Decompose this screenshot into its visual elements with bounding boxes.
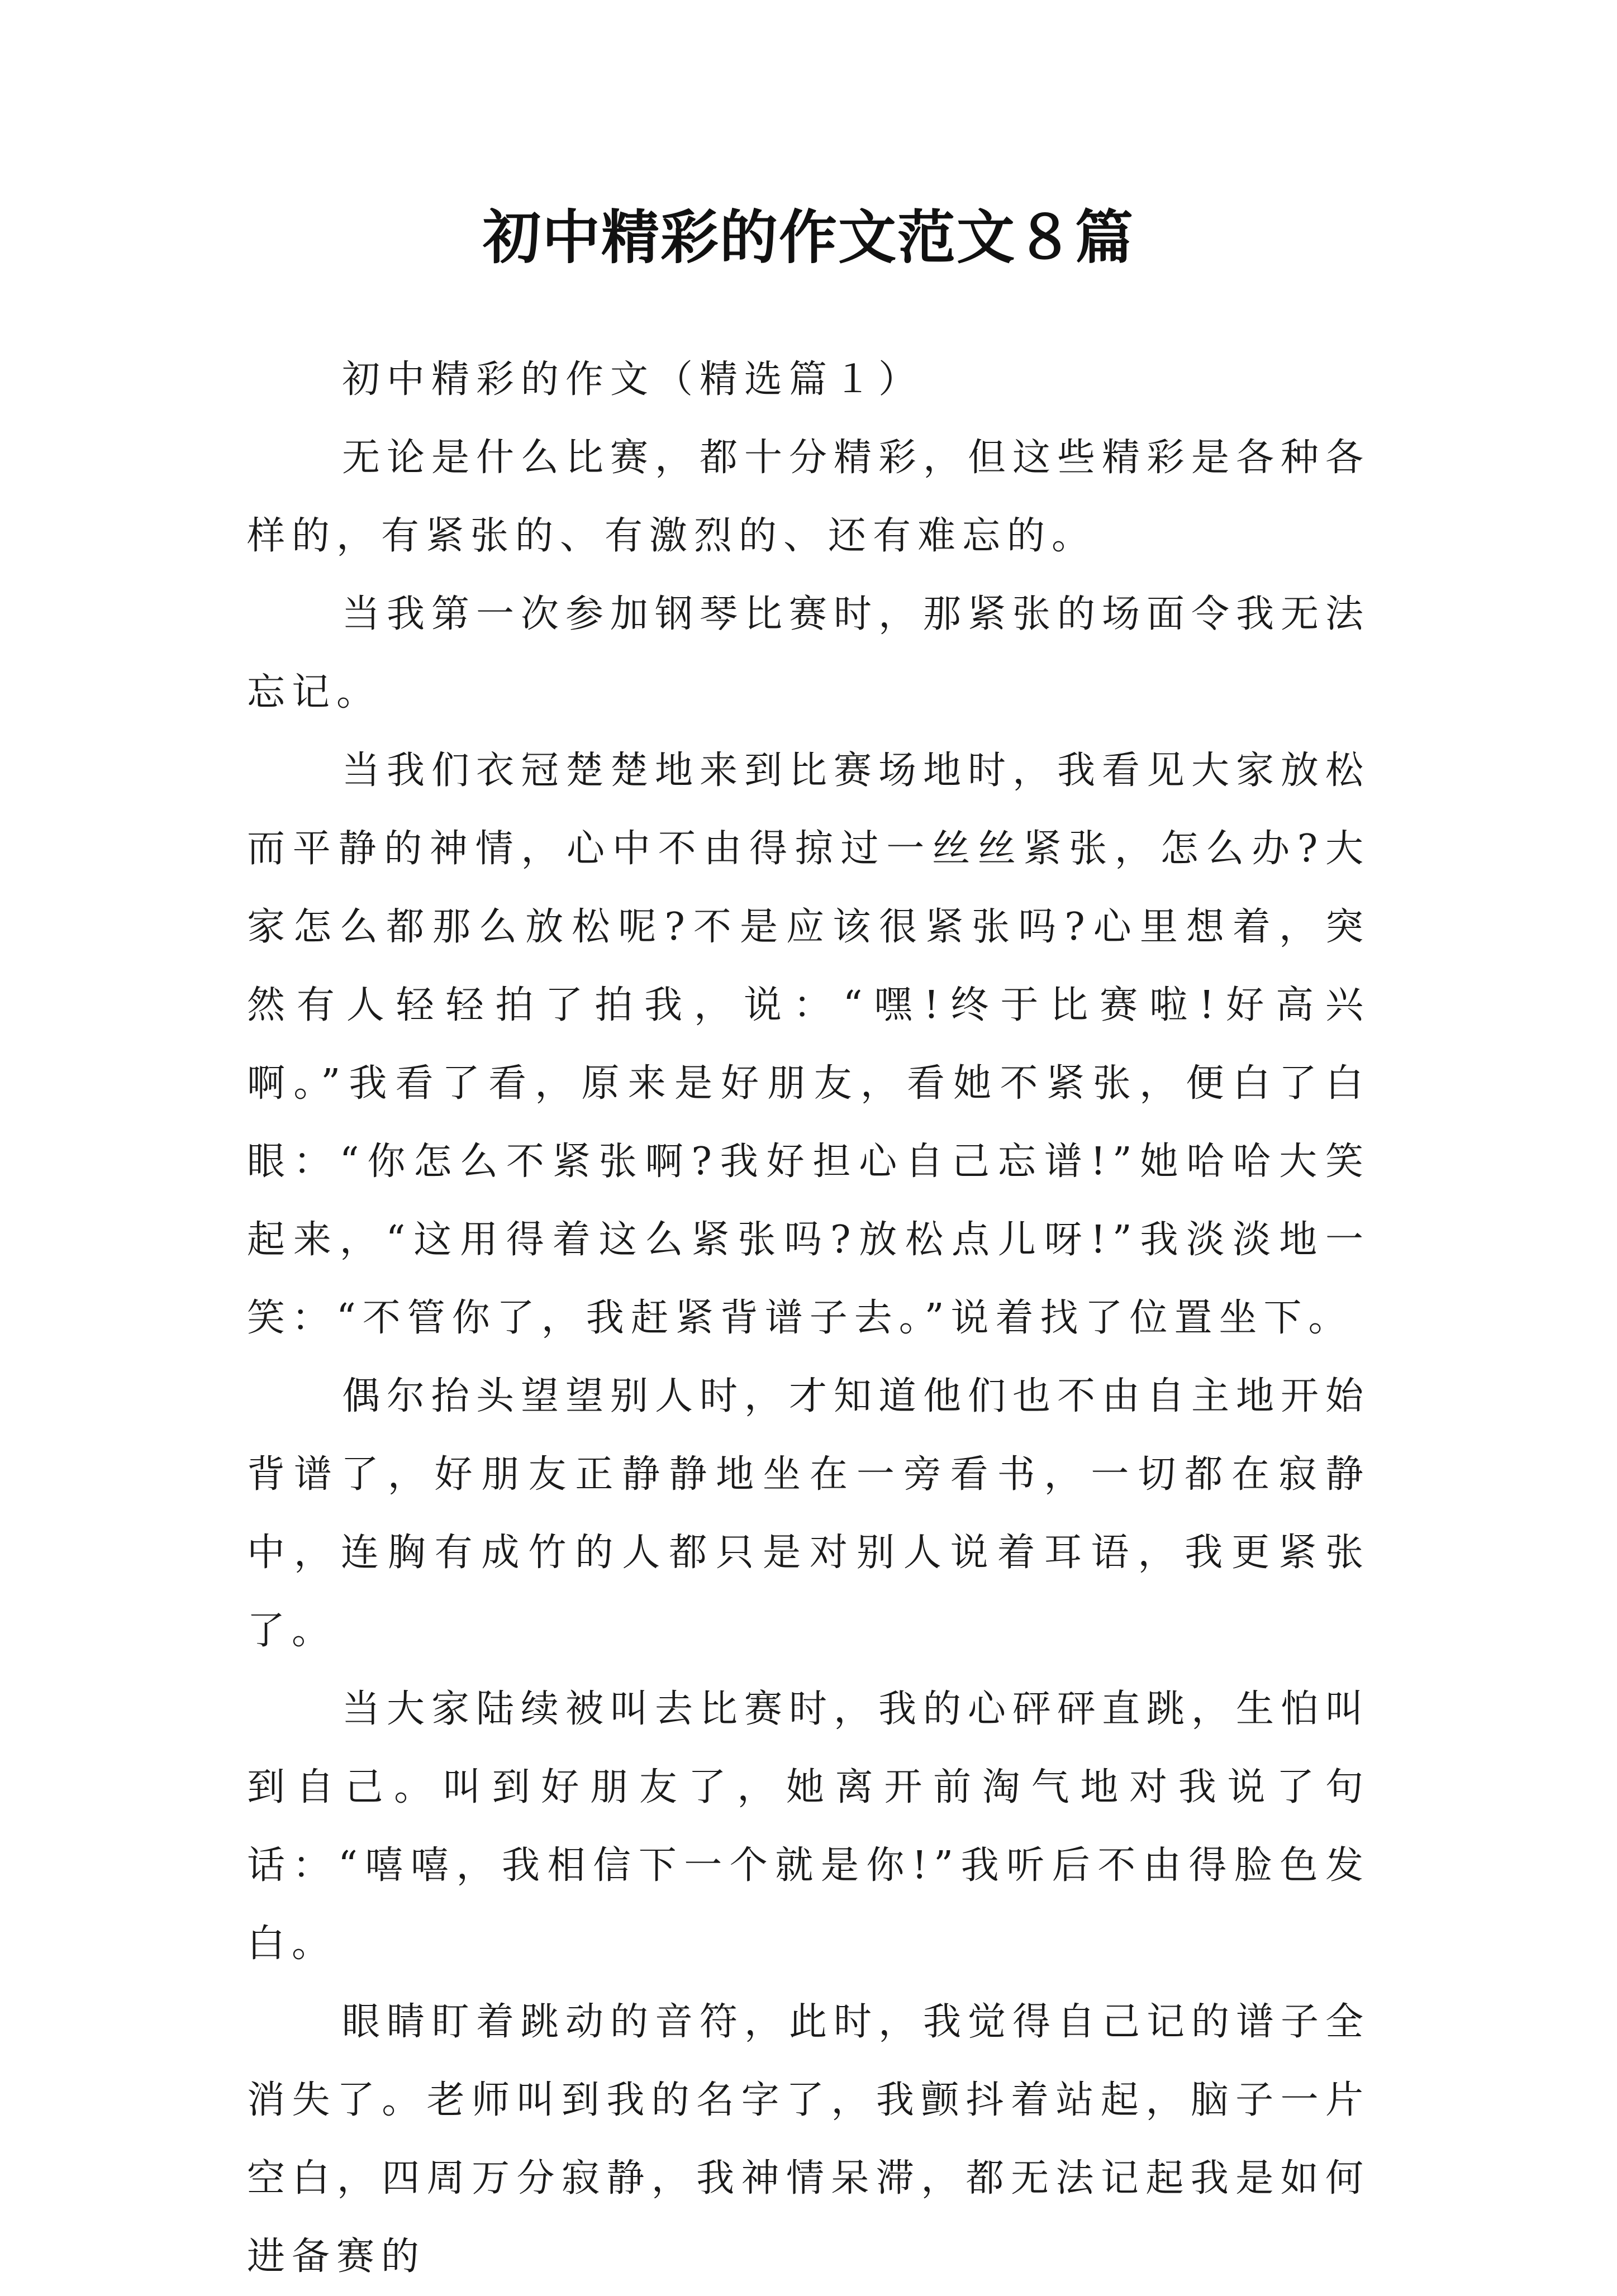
paragraph: 眼睛盯着跳动的音符，此时，我觉得自己记的谱子全消失了。老师叫到我的名字了，我颤抖着站起，脑子一片空白，四周万分寂静，我神情呆滞，都无法记起我是如何进备赛的 bbox=[247, 2000, 1371, 2279]
paragraph: 当大家陆续被叫去比赛时，我的心砰砰直跳，生怕叫到自己。叫到好朋友了，她离开前淘气地对我说了句话：“嘻嘻，我相信下一个就是你!”我听后不由得脸色发白。 bbox=[247, 1687, 1371, 1966]
document-title: 初中精彩的作文范文８篇 bbox=[482, 203, 1134, 271]
document-body bbox=[247, 341, 1370, 2296]
paragraph: 当我第一次参加钢琴比赛时，那紧张的场面令我无法忘记。 bbox=[247, 592, 1371, 714]
paragraph: 偶尔抬头望望别人时，才知道他们也不由自主地开始背谱了，好朋友正静静地坐在一旁看书，一切都在寂静中，连胸有成竹的人都只是对别人说着耳语，我更紧张了。 bbox=[247, 1374, 1371, 1653]
paragraph: 当我们衣冠楚楚地来到比赛场地时，我看见大家放松而平静的神情，心中不由得掠过一丝丝紧张，怎么办?大家怎么都那么放松呢?不是应该很紧张吗?心里想着，突然有人轻轻拍了拍我，说：“嘿!终于比赛啦!好高兴啊。”我看了看，原来是好朋友，看她不紧张，便白了白眼：“你怎么不紧张啊?我好担心自己忘谱!”她哈哈大笑起来，“这用得着这么紧张吗?放松点儿呀!”我淡淡地一笑：“不管你了，我赶紧背谱子去。”说着找了位置坐下。 bbox=[247, 749, 1371, 1340]
paragraph: 无论是什么比赛，都十分精彩，但这些精彩是各种各样的，有紧张的、有激烈的、还有难忘的。 bbox=[247, 436, 1371, 558]
paragraph-section-heading: 初中精彩的作文（精选篇１） bbox=[342, 358, 924, 402]
